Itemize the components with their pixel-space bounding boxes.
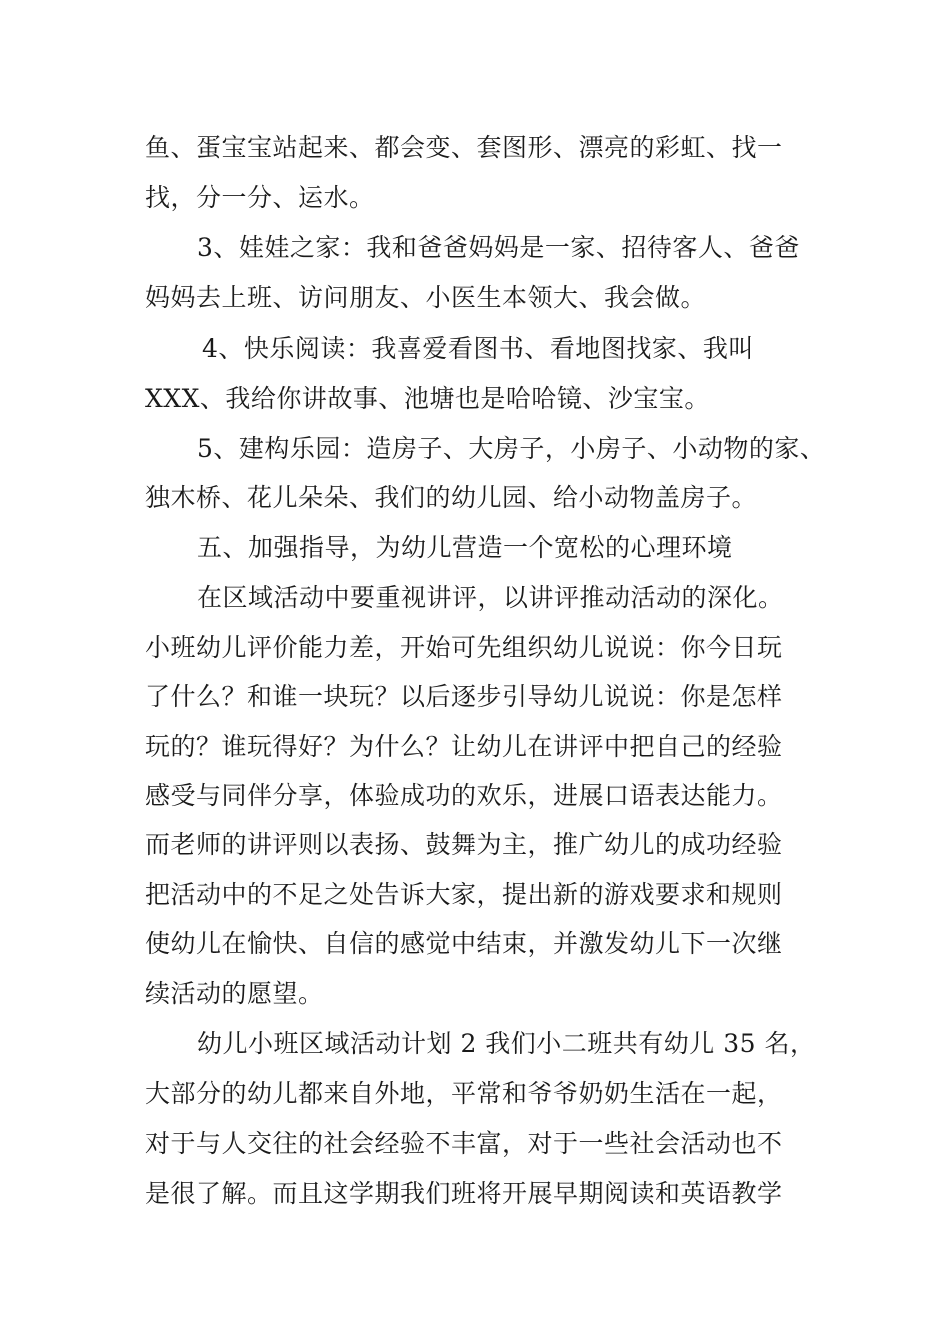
text-line: 使幼儿在愉快、自信的感觉中结束，并激发幼儿下一次继 xyxy=(145,929,783,958)
text-line: 感受与同伴分享，体验成功的欢乐，进展口语表达能力。 xyxy=(145,781,783,810)
text-line: 3、娃娃之家：我和爸爸妈妈是一家、招待客人、爸爸 xyxy=(197,233,800,262)
text-line: 小班幼儿评价能力差，开始可先组织幼儿说说：你今日玩 xyxy=(145,633,783,662)
text-line: 幼儿小班区域活动计划 2 我们小二班共有幼儿 35 名， xyxy=(197,1029,816,1058)
text-line: 是很了解。而且这学期我们班将开展早期阅读和英语教学 xyxy=(145,1179,783,1208)
text-line: 而老师的讲评则以表扬、鼓舞为主，推广幼儿的成功经验 xyxy=(145,830,783,859)
text-line: 把活动中的不足之处告诉大家，提出新的游戏要求和规则 xyxy=(145,880,783,909)
text-line: XXX、我给你讲故事、池塘也是哈哈镜、沙宝宝。 xyxy=(145,384,710,413)
text-line: 鱼、蛋宝宝站起来、都会变、套图形、漂亮的彩虹、找一 xyxy=(145,133,783,162)
text-line: 续活动的愿望。 xyxy=(145,979,324,1008)
text-line: 在区域活动中要重视讲评，以讲评推动活动的深化。 xyxy=(197,583,784,612)
text-line: 玩的？谁玩得好？为什么？让幼儿在讲评中把自己的经验 xyxy=(145,732,783,761)
text-line: 大部分的幼儿都来自外地，平常和爷爷奶奶生活在一起， xyxy=(145,1079,783,1108)
text-line: 独木桥、花儿朵朵、我们的幼儿园、给小动物盖房子。 xyxy=(145,483,758,512)
text-line: 4、快乐阅读：我喜爱看图书、看地图找家、我叫 xyxy=(202,334,754,363)
section-heading: 五、加强指导，为幼儿营造一个宽松的心理环境 xyxy=(197,533,733,562)
text-line: 妈妈去上班、访问朋友、小医生本领大、我会做。 xyxy=(145,283,707,312)
text-line: 5、建构乐园：造房子、大房子，小房子、小动物的家、 xyxy=(197,434,826,463)
text-line: 找，分一分、运水。 xyxy=(145,183,375,212)
text-line: 了什么？和谁一块玩？以后逐步引导幼儿说说：你是怎样 xyxy=(145,682,783,711)
text-line: 对于与人交往的社会经验不丰富，对于一些社会活动也不 xyxy=(145,1129,783,1158)
